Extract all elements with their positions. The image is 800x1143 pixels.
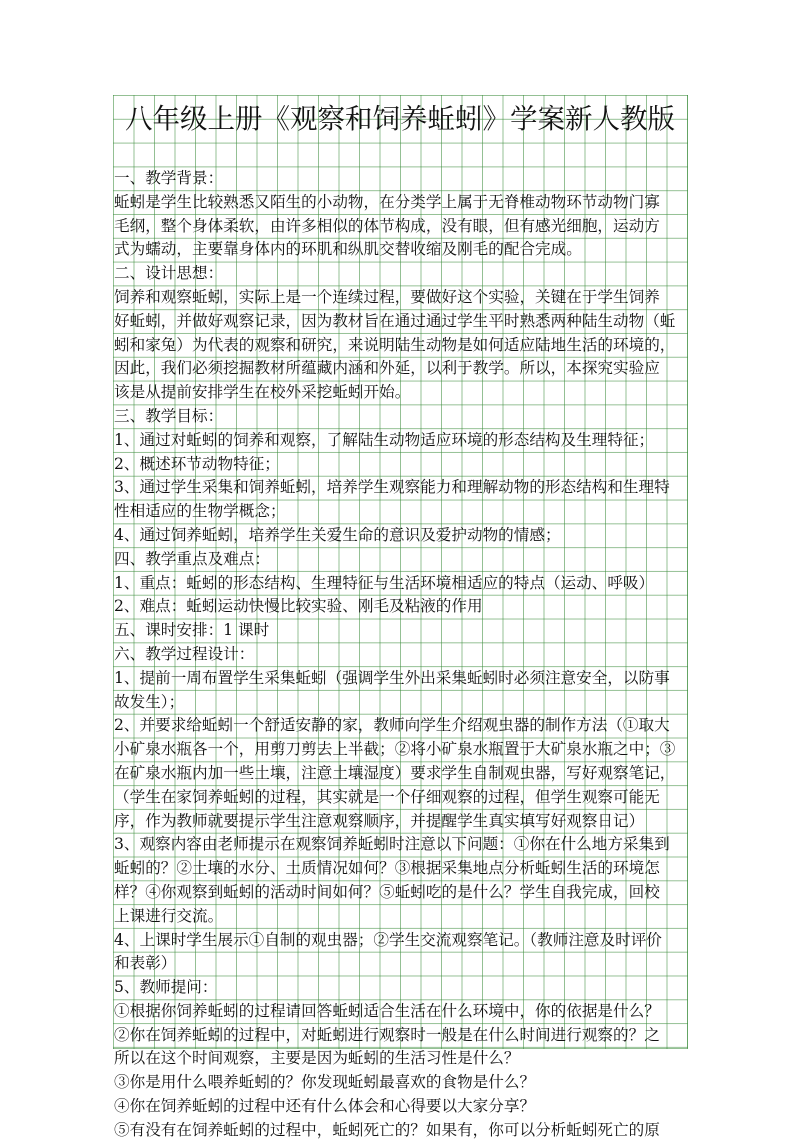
text-line: 六、教学过程设计： — [114, 644, 255, 663]
text-line: ③你是用什么喂养蚯蚓的？你发现蚯蚓最喜欢的食物是什么？ — [114, 1073, 536, 1092]
text-line: 1、通过对蚯蚓的饲养和观察，了解陆生动物适应环境的形态结构及生理特征； — [114, 430, 655, 449]
text-line: 在矿泉水瓶内加一些土壤，注意土壤湿度）要求学生自制观虫器，写好观察笔记， — [114, 763, 676, 782]
text-line: 所以在这个时间观察，主要是因为蚯蚓的生活习性是什么？ — [114, 1049, 520, 1068]
text-line: 3、观察内容由老师提示在观察饲养蚯蚓时注意以下问题：①你在什么地方采集到 — [114, 835, 670, 854]
text-line: 4、上课时学生展示①自制的观虫器；②学生交流观察笔记。（教师注意及时评价 — [114, 930, 662, 949]
text-line: 性相适应的生物学概念； — [114, 502, 286, 521]
text-line: 和表彰） — [114, 954, 177, 973]
text-line: 该是从提前安排学生在校外采挖蚯蚓开始。 — [114, 383, 411, 402]
text-line: （学生在家饲养蚯蚓的过程，其实就是一个仔细观察的过程，但学生观察可能无 — [114, 787, 660, 806]
text-line: ④你在饲养蚯蚓的过程中还有什么体会和心得要以大家分享？ — [114, 1097, 536, 1116]
text-line: 上课进行交流。 — [114, 906, 224, 925]
text-line: 因此，我们必须挖掘教材所蕴藏内涵和外延，以利于教学。所以，本探究实验应 — [114, 359, 660, 378]
text-line: 2、概述环节动物特征； — [114, 454, 280, 473]
text-line: 2、并要求给蚯蚓一个舒适安静的家，教师向学生介绍观虫器的制作方法（①取大 — [114, 716, 670, 735]
text-line: 式为蠕动，主要靠身体内的环肌和纵肌交替收缩及刚毛的配合完成。 — [114, 240, 582, 259]
text-line: 小矿泉水瓶各一个，用剪刀剪去上半截；②将小矿泉水瓶置于大矿泉水瓶之中；③ — [114, 740, 676, 759]
text-line: ①根据你饲养蚯蚓的过程请回答蚯蚓适合生活在什么环境中，你的依据是什么？ — [114, 1001, 660, 1020]
text-line: 样？④你观察到蚯蚓的活动时间如何？⑤蚯蚓吃的是什么？学生自我完成，回校 — [114, 882, 660, 901]
text-line: 蚯蚓的？②土壤的水分、土质情况如何？③根据采集地点分析蚯蚓生活的环境怎 — [114, 859, 660, 878]
text-line: ⑤有没有在饲养蚯蚓的过程中，蚯蚓死亡的？如果有，你可以分析蚯蚓死亡的原 — [114, 1120, 660, 1139]
text-line: 1、提前一周布置学生采集蚯蚓（强调学生外出采集蚯蚓时必须注意安全，以防事 — [114, 668, 670, 687]
page-title: 八年级上册《观察和饲养蚯蚓》学案新人教版 — [125, 103, 675, 135]
text-line: 蚓和家兔）为代表的观察和研究，来说明陆生动物是如何适应陆地生活的环境的， — [114, 335, 676, 354]
text-line: 故发生）； — [114, 692, 185, 711]
text-line: 1、重点：蚯蚓的形态结构、生理特征与生活环境相适应的特点（运动、呼吸） — [114, 573, 655, 592]
document-body — [114, 167, 690, 1143]
text-line: 四、教学重点及难点： — [114, 549, 270, 568]
text-line: 饲养和观察蚯蚓，实际上是一个连续过程，要做好这个实验，关键在于学生饲养 — [114, 287, 660, 306]
text-line: 毛纲，整个身体柔软，由许多相似的体节构成，没有眼，但有感光细胞，运动方 — [114, 216, 660, 235]
text-line: 一、教学背景： — [114, 169, 224, 187]
text-line: 3、通过学生采集和饲养蚯蚓，培养学生观察能力和理解动物的形态结构和生理特 — [114, 478, 670, 497]
text-line: ②你在饲养蚯蚓的过程中，对蚯蚓进行观察时一般是在什么时间进行观察的？之 — [114, 1025, 660, 1044]
text-line: 序，作为教师就要提示学生注意观察顺序，并提醒学生真实填写好观察日记） — [114, 811, 645, 830]
text-line: 5、教师提问： — [114, 978, 218, 997]
text-line: 2、难点：蚯蚓运动快慢比较实验、刚毛及粘液的作用 — [114, 597, 483, 616]
text-line: 蚯蚓是学生比较熟悉又陌生的小动物，在分类学上属于无脊椎动物环节动物门寡 — [114, 192, 660, 211]
text-line: 好蚯蚓，并做好观察记录，因为教材旨在通过通过学生平时熟悉两种陆生动物（蚯 — [114, 311, 676, 330]
text-line: 五、课时安排：1 课时 — [114, 621, 270, 640]
text-line: 4、通过饲养蚯蚓，培养学生关爱生命的意识及爱护动物的情感； — [114, 525, 561, 544]
text-line: 二、设计思想： — [114, 264, 224, 283]
text-line: 三、教学目标： — [114, 406, 224, 425]
